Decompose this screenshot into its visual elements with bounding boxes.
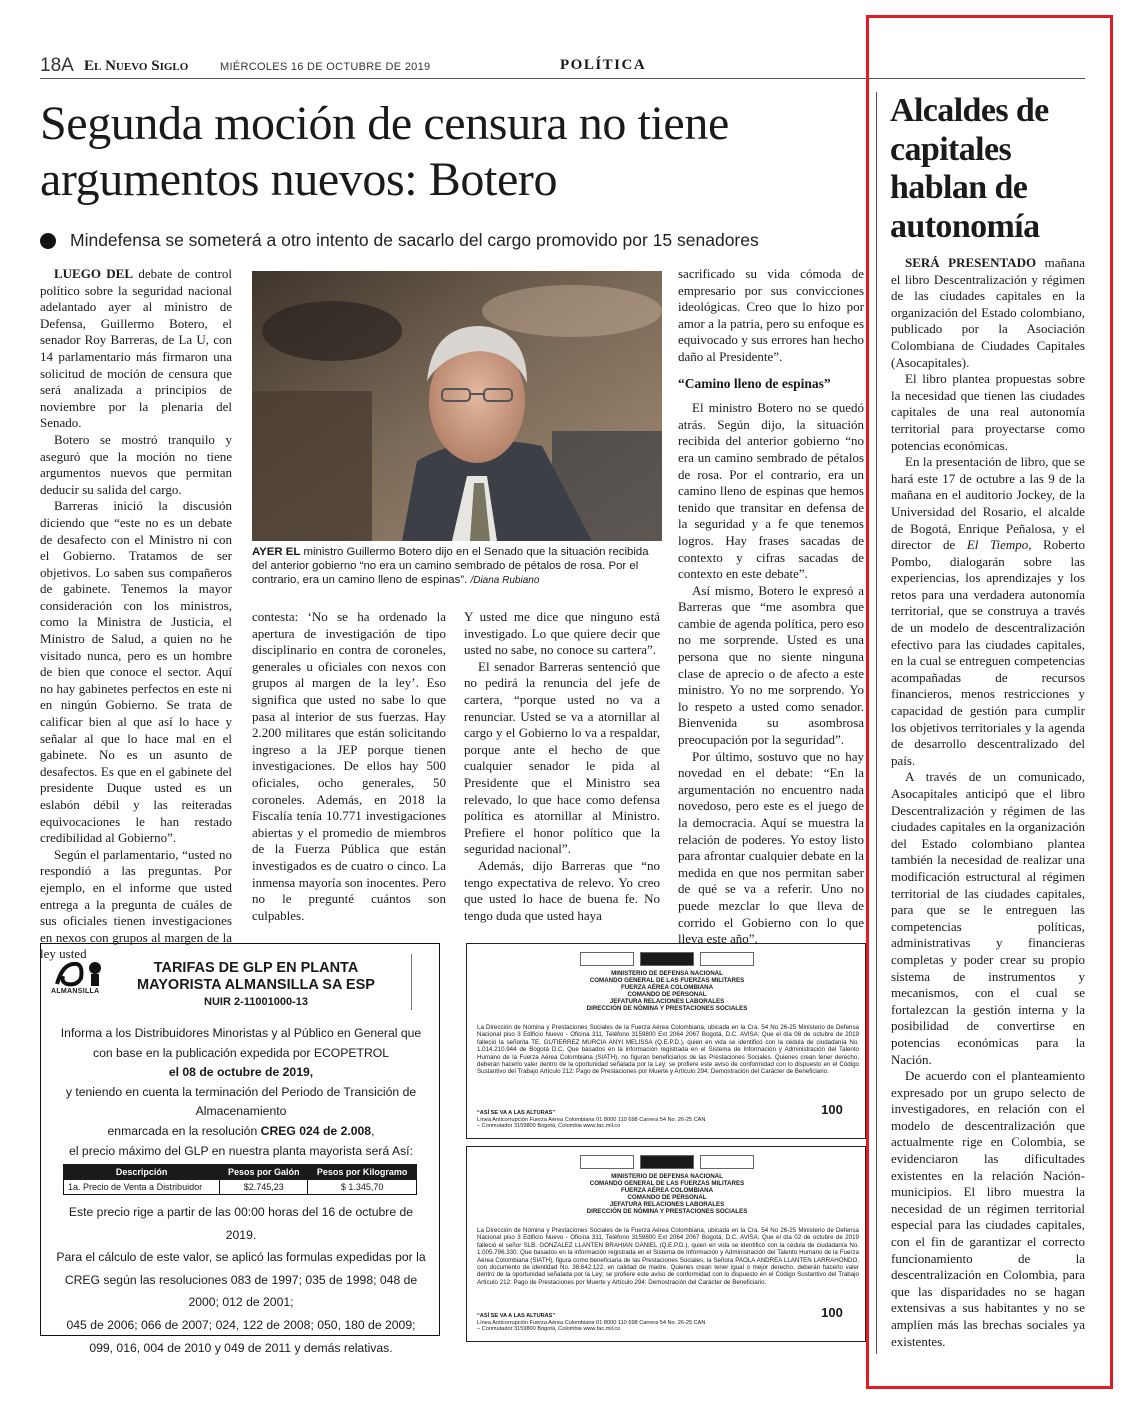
notice-heading: MINISTERIO DE DEFENSA NACIONAL COMANDO GENERAL DE LAS FUERZAS MILITARES FUERZA AÉREA COLOMBIANA COMANDO DE PERSONAL JEFATURA RELACIONES LABORALES DIRECCIÓN DE NÓMINA Y PRESTACIONES SOCIALES: [586, 1173, 748, 1215]
notice-slogan: “ASÍ SE VA A LAS ALTURAS”: [477, 1313, 556, 1320]
section-subtitle: “Camino lleno de espinas”: [678, 375, 831, 391]
paragraph: Barreras inició la discusión diciendo que “este no es un debate de desafecto con el Ministro ni con el Gobierno. Tratamos de ser objetivos. Lo saben sus compañeros de gabinete. Tenemos la mayor consideración con los ministros, como la Ministra de Justicia, el Ministro de Salud, a quien no he visitado nunca, pero es un hombre de bien que conoce el sector. Aquí no hay gabinetes perfectos en este ni en ningún Gobierno. Se trata de calificar bien al que así lo hace y señalar al que lo hace mal en el gabinete. No es un asunto de desafectos. Es que en el gabinete del presidente Duque usted es un eslabón débil y las reiteradas equivocaciones le han restado credibilidad al Gobierno”.: [40, 498, 232, 846]
paragraph: De acuerdo con el planteamiento expresado por un grupo selecto de investigadores, en relación con el modelo de descentralización que actualmente rige en Colombia, se evidenciaron las dificultades existentes en la relación Nación-municipios. El libro muestra la necesidad de un régimen territorial especial para las ciudades capitales, con el fin de garantizar el correcto funcionamiento de la descentralización en Colombia, para que las disparidades no se hagan extensivas a sus habitantes y no se amplíen más las brechas sociales ya existentes.: [891, 1068, 1085, 1349]
caption-text: ministro Guillermo Botero dijo en el Senado que la situación recibida del anterior gobierno “no era un camino sembrado de pétalos de rosa. Por el contrario, era un camino lleno de espinas”.: [252, 546, 649, 587]
article-column-3: [464, 609, 660, 924]
centenary-badge-icon: [809, 1305, 855, 1333]
newspaper-name: El Nuevo Siglo: [84, 58, 189, 74]
notice-slogan: “ASÍ SE VA A LAS ALTURAS”: [477, 1110, 556, 1117]
table-header: Descripción: [64, 1165, 220, 1180]
paragraph: Además, dijo Barreras que “no tengo expectativa de relevo. Yo creo que usted lo hace de buena fe. No tengo duda que usted haya: [464, 857, 660, 923]
paragraph: El libro plantea propuestas sobre la necesidad que tienen las ciudades capitales de una real autonomía territorial para proyectarse como potencias económicas.: [891, 371, 1085, 453]
paragraph: sacrificado su vida cómoda de empresario por sus convicciones ideológicas. Creo que lo hizo por amor a la patria, pero su enfoque es equivocado y sus errores han hecho daño al Presidente”.: [678, 266, 864, 364]
glp-tariff-ad: [40, 943, 440, 1355]
paragraph: contesta: ‘No se ha ordenado la apertura de investigación de tipo disciplinario en contra de coroneles, generales u oficiales con nexos con grupos al margen de la ley’. Eso significa que usted no sabe lo que pasa al interior de sus fuerzas. Hay 2.200 militares que están solicitando ingreso a la JEP porque tienen investigaciones. De ellos hay 500 oficiales, ocho generales, 50 coroneles. Además, en 2018 la Fiscalía tenía 10.771 investigaciones abiertas y el promedio de miembros de la Fuerza Pública que están investigados es de cuatro o cinco. La inmensa mayoría son inocentes. Pero no le pregunté cuántos son culpables.: [252, 609, 446, 923]
subhead-text: Mindefensa se someterá a otro intento de sacarlo del cargo promovido por 15 senadores: [70, 230, 759, 250]
caption-lead: AYER EL: [252, 546, 301, 558]
notice-logos: [567, 950, 767, 968]
article-photo: [252, 271, 662, 541]
price-table: [63, 1164, 417, 1195]
comando-general-logo-icon: [640, 952, 694, 966]
paragraph-text: , Roberto Pombo, dialogarán sobre las experiencias, los aprendizajes y los retos para una verdadera autonomía territorial, que se construya a través de un modelo de descentralización efectivo para las ciudades capitales, en la cual se entreguen competencias acompañadas de recursos financieros, menos restricciones y capacidad de gestión para cumplir los objetivos territoriales y la agenda de desarrollo descentralizado del país.: [891, 537, 1085, 768]
comando-general-logo-icon: [640, 1155, 694, 1169]
article-column-4: [678, 266, 864, 947]
article-subhead: [40, 230, 830, 251]
table-header: Pesos por Galón: [220, 1165, 308, 1180]
table-row: [64, 1180, 417, 1195]
fac-logo-icon: [700, 1155, 754, 1169]
ad-logo-text: ALMANSILLA: [51, 988, 100, 995]
notice-footer: [477, 1313, 707, 1333]
paragraph: debate de control político sobre la seguridad nacional adelantado ayer al ministro de Defensa, Guillermo Botero, el senador Roy Barreras, de La U, con 14 parlamentario más firmaron una solicitud de moción de censura que será analizada a principios de noviembre por la plenaria del Senado.: [40, 266, 233, 431]
ad-line: el precio máximo del GLP en nuestra planta mayorista será Así:: [69, 1143, 413, 1158]
table-cell: $ 1.345,70: [308, 1180, 417, 1195]
table-header-row: [64, 1165, 417, 1180]
notice-contact: Línea Anticorrupción Fuerza Aérea Colombiana 01 8000 110 698 Carrera 54 No. 26-25 CAN – Conmutador 3159800 Bogotá, Colombia www.fac.mil.co: [477, 1116, 706, 1130]
ad-line: Este precio rige a partir de las 00:00 horas del 16 de octubre de 2019.: [68, 1205, 414, 1242]
lead-in: LUEGO DEL: [54, 266, 134, 281]
paragraph: [891, 454, 1085, 769]
lead-in: SERÁ PRESENTADO: [905, 255, 1037, 270]
paragraph-text: En la presentación de libro, que se hará este 17 de octubre a las 9 de la mañana en el auditorio Jockey, de la Universidad del Rosario, el alcalde de Bogotá, Enrique Peñalosa, y el director de: [891, 454, 1085, 553]
ad-line-text: enmarcada en la resolución: [107, 1123, 261, 1138]
ad-body: [53, 1024, 429, 1161]
bullet-icon: [40, 233, 56, 249]
mindefensa-logo-icon: [580, 952, 634, 966]
almansilla-logo-icon: [53, 954, 113, 992]
table-header: Pesos por Kilogramo: [308, 1165, 417, 1180]
notice-logos: [567, 1153, 767, 1171]
section-name: POLÍTICA: [560, 57, 647, 73]
table-cell: $2.745,23: [220, 1180, 308, 1195]
paragraph: A través de un comunicado, Asocapitales anticipó que el libro Descentralización y régimen de las ciudades capitales en la organización del Estado colombiano plantea también la necesidad de realizar una modificación estructural al régimen territorial de las ciudades capitales, para que se le entreguen las competencias políticas, administrativas y financieras completas y poder crear su propio sistema de instrumentos y mecanismos, con el cual se fortalezcan la gestión interna y la posibilidad de convertirse en potencias económicas para la Nación.: [891, 769, 1085, 1067]
sidebar-divider: [876, 92, 877, 1354]
ad-line: y teniendo en cuenta la terminación del Periodo de Transición de Almacenamiento: [65, 1084, 417, 1119]
ad-title: TARIFAS DE GLP EN PLANTA MAYORISTA ALMANSILLA SA ESP: [137, 960, 375, 993]
paragraph: Botero se mostró tranquilo y aseguró que la moción no tiene argumentos nuevos que permitan deducir su salida del cargo.: [40, 431, 232, 497]
ad-footer-text: [53, 1201, 429, 1359]
ad-line: 045 de 2006; 066 de 2007; 024, 122 de 2008; 050, 180 de 2009; 099, 016, 004 de 2010 y 049 de 2011 y demás relativas.: [66, 1317, 416, 1355]
ad-line: Para el cálculo de este valor, se aplicó las formulas expedidas por la CREG según las resoluciones 083 de 1997; 035 de 1998; 048 de 2000; 012 de 2001;: [56, 1250, 426, 1310]
article-column-1: [40, 266, 232, 963]
badge-number: 100: [821, 1305, 843, 1320]
ad-line: el 08 de octubre de 2019,: [168, 1065, 314, 1080]
military-notice-1: [466, 943, 866, 1139]
notice-body: La Dirección de Nómina y Prestaciones Sociales de la Fuerza Aérea Colombiana, ubicada en la Cra. 54 No 26-25 Ministerio de Defensa Nacional piso 3 Edificio Nuevo - Oficina 311, Teléfono 3159800 Ext 2064 2067 Bogotá, D.C. AVISA: Que el día 08 de octubre de 2019 falleció la señorita TE. GUTIERREZ MURCIA ANYI MELISSA (Q.E.P.D.), quien en vida se identificó con la cédula de ciudadanía No. 1.014.210.944 de Bogotá D.C. Que basados en la información registrada en el Sistema de Información y Administración del Talento Humano de la Fuerza Aérea Colombiana (SIATH), no figuran beneficiarios de las Prestaciones Sociales. Quienes crean tener derecho, deberán hacerlo valer dentro de la oportunidad señalada por la Ley; se profiere este aviso de conformidad con lo dispuesto en el Código Sustantivo del Trabajo Artículo 212: Pago de Prestaciones por Muerte y Artículo 294: Demostración del Carácter de Beneficiario.: [477, 1024, 859, 1076]
military-notice-2: [466, 1146, 866, 1342]
issue-date: MIÉRCOLES 16 DE OCTUBRE DE 2019: [220, 61, 431, 73]
badge-number: 100: [821, 1102, 843, 1117]
notice-contact: Línea Anticorrupción Fuerza Aérea Colombiana 01 8000 110 698 Carrera 54 No. 26-25 CAN – Conmutador 3159800 Bogotá, Colombia www.fac.mil.co: [477, 1319, 706, 1333]
photo-minister-senate: [252, 271, 662, 541]
paragraph: El ministro Botero no se quedó atrás. Según dijo, la situación recibida del anterior gobierno “no era un camino sembrado de pétalos de rosa. Por el contrario, era un camino lleno de espinas que hemos tenido que transitar en defensa de la seguridad y a fe que tenemos logros. Hay frases sacadas de contexto y cifras sacadas de contexto en este debate”.: [678, 400, 864, 582]
paragraph: Así mismo, Botero le expresó a Barreras que “me asombra que cambie de agenda política, pero eso no me sorprende. Usted es una persona que no siente ninguna clase de aprecio o de afecto a este ministro. Yo no me sorprendo. Yo lo respeto a usted como senador. Bienvenida su asombrosa preocupación por la seguridad”.: [678, 582, 864, 748]
sidebar-headline: Alcaldes de capitales hablan de autonomía: [890, 92, 1049, 245]
photo-caption: [252, 545, 662, 589]
ad-nit: NUIR 2-11001000-13: [204, 996, 308, 1008]
article-column-2: [252, 609, 446, 924]
paragraph: Y usted me dice que ninguno está investigado. Lo que quiere decir que usted no sabe, no conoce su cartera”.: [464, 609, 660, 658]
ad-line: enmarcada en la resolución CREG 024 de 2.008,: [107, 1123, 375, 1138]
paragraph: Por último, sostuvo que no hay novedad en el debate: “En la argumentación no encuentro nada novedoso, pero este es el juego de la democracia. Aquí se muestra la relación de poderes. Yo estoy listo para afrontar cualquier debate en la medida en que nos permitan saber de qué se va a referir. Uno no puede mezclar lo que lleva de corrido el Gobierno con lo que lleva este año”.: [678, 748, 864, 947]
notice-body: La Dirección de Nómina y Prestaciones Sociales de la Fuerza Aérea Colombiana, ubicada en la Cra. 54 No 26-25 Ministerio de Defensa Nacional piso 3 Edificio Nuevo - Oficina 311, Teléfono 3159800 Ext 2064 2067 Bogotá, D.C. AVISA: Que el día 02 de octubre de 2019 falleció el señor SLB. GONZALEZ LLANTEN BRAHIAN DANIEL (Q.E.P.D.), quien en vida se identificó con la cédula de ciudadanía No. 1.005.796.330. Que basados en la información registrada en el Sistema de Información y Administración del Talento Humano de la Fuerza Aérea Colombiana (SIATH), figura como beneficiaria de las Prestaciones Sociales, la Señora PAOLA ANDREA LLANTEN LARRAHONDO, con documento de identidad No. 38.642.122, en calidad de madre. Quienes crean tener igual o mejor derecho, deberán hacerlo valer dentro de la oportunidad señalada por la Ley; se profiere este aviso de conformidad con lo dispuesto en el Código Sustantivo del Trabajo Artículo 212: Pago de Prestaciones por Muerte y Artículo 294: Demostración del Carácter de Beneficiario.: [477, 1227, 859, 1286]
paragraph: El senador Barreras sentenció que no pedirá la renuncia del jefe de cartera, “porque usted no va a renunciar. Usted se va a atornillar al cargo y el Gobierno lo va a respaldar, porque ante el hecho de que cualquier senador le pida al Presidente que el Ministro sea relevado, lo que hace como defensa política es atornillar al Ministro. Prefiere el honor político que la seguridad nacional”.: [464, 658, 660, 857]
page-number: 18A: [40, 55, 74, 76]
notice-footer: [477, 1110, 707, 1130]
photo-credit: /Diana Rubiano: [470, 575, 540, 587]
fac-logo-icon: [700, 952, 754, 966]
sidebar-article-body: [891, 255, 1085, 1350]
notice-heading: MINISTERIO DE DEFENSA NACIONAL COMANDO GENERAL DE LAS FUERZAS MILITARES FUERZA AÉREA COLOMBIANA COMANDO DE PERSONAL JEFATURA RELACIONES LABORALES DIRECCIÓN DE NÓMINA Y PRESTACIONES SOCIALES: [586, 970, 748, 1012]
ad-resolution: CREG 024 de 2.008: [260, 1123, 372, 1138]
centenary-badge-icon: [809, 1102, 855, 1130]
article-headline: Segunda moción de censura no tiene argumentos nuevos: Botero: [40, 97, 729, 206]
superservicios-logo-icon: [411, 954, 431, 1010]
table-cell: 1a. Precio de Venta a Distribuidor: [64, 1180, 220, 1195]
paragraph: Según el parlamentario, “usted no respondió a las preguntas. Por ejemplo, en el informe que usted entrega a la pregunta de cuáles de sus oficiales tienen investigaciones en nexos con grupos al margen de la ley usted: [40, 846, 232, 962]
mindefensa-logo-icon: [580, 1155, 634, 1169]
paragraph: mañana el libro Descentralización y régimen de las ciudades capitales en la organización del Estado colombiano, publicado por la Asociación Colombiana de Ciudades Capitales (Asocapitales).: [891, 255, 1086, 370]
ad-line: Informa a los Distribuidores Minoristas y al Público en General que con base en la publicación expedida por ECOPETROL: [60, 1026, 422, 1060]
newspaper-title: El Tiempo: [966, 537, 1029, 553]
